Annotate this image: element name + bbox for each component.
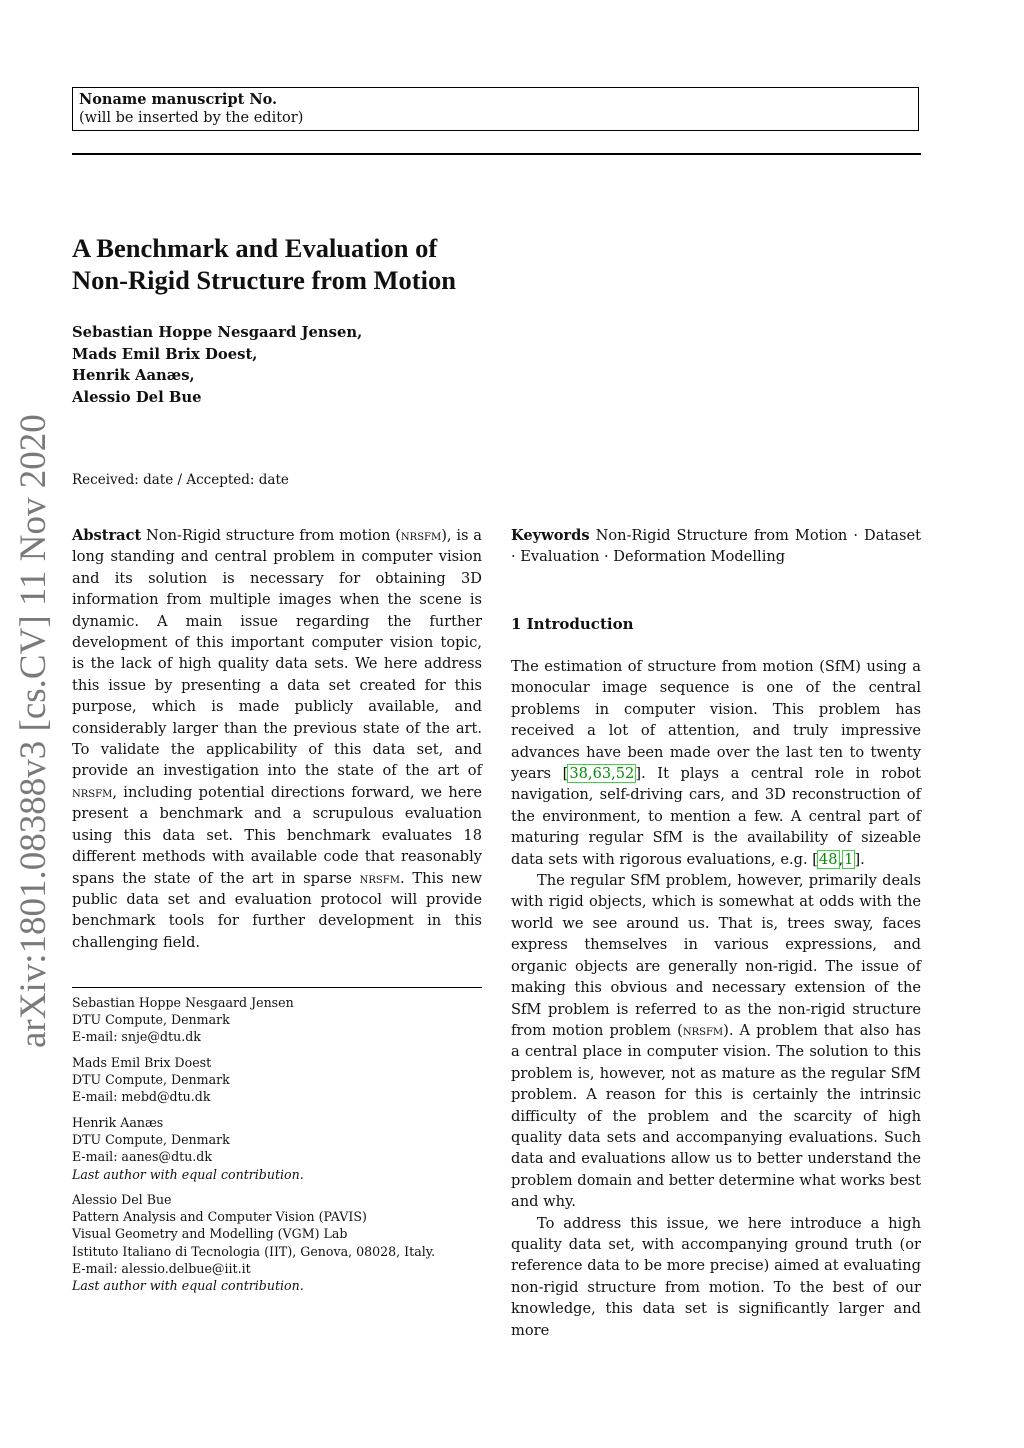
intro-p2-text-a: The regular SfM problem, however, primarily deals with rigid objects, which is somewhat at odds with the world we see around us. That is, trees sway, faces express themselves in various expressions, and organic objects are generally non-rigid. The issue of making this obvious and necessary extension of the SfM problem is referred to as the non-rigid structure from motion problem ( [511, 872, 921, 1039]
abstract-nrsfm-3: nrsfm [359, 869, 400, 887]
received-date: Received: date / Accepted: date [72, 472, 289, 488]
intro-p2-text-b: ). A problem that also has a central place in computer vision. The solution to this problem is, however, not as mature as the regular SfM problem. A reason for this is certainly the intrinsic difficulty of the problem and the scarcity of high quality data sets and accompanying evaluations. Such data and evaluations allow us to better understand the problem domain and better determine what works best and why. [511, 1021, 921, 1211]
intro-p1-text-c: . [860, 850, 865, 868]
keywords-label: Keywords [511, 527, 590, 544]
affil-org: Pattern Analysis and Computer Vision (PAVIS) [72, 1209, 367, 1225]
affil-org: DTU Compute, Denmark [72, 1132, 230, 1148]
affil-name: Alessio Del Bue [72, 1192, 172, 1207]
manuscript-number: Noname manuscript No. [79, 91, 278, 108]
manuscript-header-box [72, 87, 919, 131]
affil-name: Sebastian Hoppe Nesgaard Jensen [72, 995, 294, 1010]
affiliation-2 [72, 1054, 482, 1106]
affil-email: E-mail: snje@dtu.dk [72, 1029, 201, 1045]
author-1: Sebastian Hoppe Nesgaard Jensen, [72, 324, 363, 341]
footnote-rule [72, 987, 482, 988]
abstract [72, 525, 482, 953]
intro-p1-text-b: . It plays a central role in robot navigation, self-driving cars, and 3D reconstruction of the environment, to mention a few. A central part of maturing regular SfM is the availability of sizeable data sets with rigorous evaluations, e.g. [511, 765, 921, 868]
intro-nrsfm: nrsfm [682, 1021, 724, 1039]
intro-paragraph-1: The estimation of structure from motion (SfM) using a monocular image sequence is one of the central problems in computer vision. This problem has received a lot of attention, and truly impressive advances have been made over the last ten to twenty years [38,63,52]. It plays a central role in robot navigation, self-driving cars, and 3D reconstruction of the environment, to mention a few. A central part of maturing regular SfM is the availability of sizeable data sets with rigorous evaluations, e.g. [48,1]. [511, 658, 921, 868]
affil-note: Last author with equal contribution. [72, 1278, 304, 1294]
abstract-nrsfm-2: nrsfm [72, 783, 113, 801]
author-4: Alessio Del Bue [72, 388, 202, 406]
affil-org: Visual Geometry and Modelling (VGM) Lab [72, 1226, 348, 1242]
intro-p1-text-a: The estimation of structure from motion (SfM) using a monocular image sequence is one of the central problems in computer vision. This problem has received a lot of attention, and truly impressive advances have been made over the last ten to twenty years [511, 658, 921, 783]
abstract-nrsfm-1: nrsfm [400, 527, 442, 544]
keywords [511, 525, 921, 568]
keywords-text: Non-Rigid Structure from Motion · Dataset · Evaluation · Deformation Modelling [511, 527, 921, 566]
affiliation-3 [72, 1114, 482, 1183]
author-2: Mads Emil Brix Doest, [72, 345, 258, 363]
affil-note: Last author with equal contribution. [72, 1166, 304, 1182]
abstract-text-3: , including potential directions forward, we here present a benchmark and a scrupulous evaluation using this data set. This benchmark evaluates 18 different methods with available code that reasonably spans the state of the art in sparse [72, 783, 482, 887]
affil-name: Mads Emil Brix Doest [72, 1055, 212, 1070]
affiliation-1 [72, 994, 482, 1046]
title-line-2: Non-Rigid Structure from Motion [72, 265, 456, 295]
affil-org: DTU Compute, Denmark [72, 1012, 230, 1028]
introduction-body [511, 656, 921, 1341]
abstract-text-2: ), is a long standing and central problem in computer vision and its solution is necessary for obtaining 3D information from multiple images when the scene is dynamic. A main issue regarding the further development of this important computer vision topic, is the lack of high quality data sets. We here address this issue by presenting a data set created for this purpose, which is made publicly available, and considerably larger than the previous state of the art. To validate the applicability of this data set, and provide an investigation into the state of the art of [72, 527, 483, 780]
affil-email: E-mail: alessio.delbue@iit.it [72, 1260, 251, 1276]
manuscript-editor-note: (will be inserted by the editor) [79, 110, 304, 126]
section-heading-introduction: 1 Introduction [511, 615, 634, 633]
author-3: Henrik Aanæs, [72, 367, 195, 384]
arxiv-stamp: arXiv:1801.08388v3 [cs.CV] 11 Nov 2020 [13, 414, 54, 1048]
affil-email: E-mail: aanes@dtu.dk [72, 1149, 213, 1165]
affil-org: Istituto Italiano di Tecnologia (IIT), Genova, 08028, Italy. [72, 1243, 436, 1259]
intro-paragraph-2 [511, 870, 921, 1213]
affil-org: DTU Compute, Denmark [72, 1072, 230, 1088]
affil-email: E-mail: mebd@dtu.dk [72, 1089, 211, 1105]
citation-link[interactable]: 48 [818, 850, 838, 868]
paper-title [72, 232, 772, 296]
title-line-1: A Benchmark and Evaluation of [72, 233, 438, 263]
header-rule [72, 153, 921, 155]
abstract-label: Abstract [72, 527, 142, 544]
citation-link[interactable]: 38,63,52 [569, 765, 635, 783]
intro-paragraph-3: To address this issue, we here introduce a high quality data set, with accompanying ground truth (or reference data to be more precise) aimed at evaluating non-rigid structure from motion. To the best of our knowledge, this data set is significantly larger and more [511, 1214, 921, 1339]
citation-link[interactable]: 1 [844, 850, 854, 868]
author-list [72, 322, 362, 408]
abstract-text-4: . This new public data set and evaluation protocol will provide benchmark tools for further development in this challenging field. [72, 869, 482, 951]
affiliation-4 [72, 1191, 482, 1294]
abstract-text-1: Non-Rigid structure from motion ( [141, 527, 401, 544]
affil-name: Henrik Aanæs [72, 1115, 164, 1130]
